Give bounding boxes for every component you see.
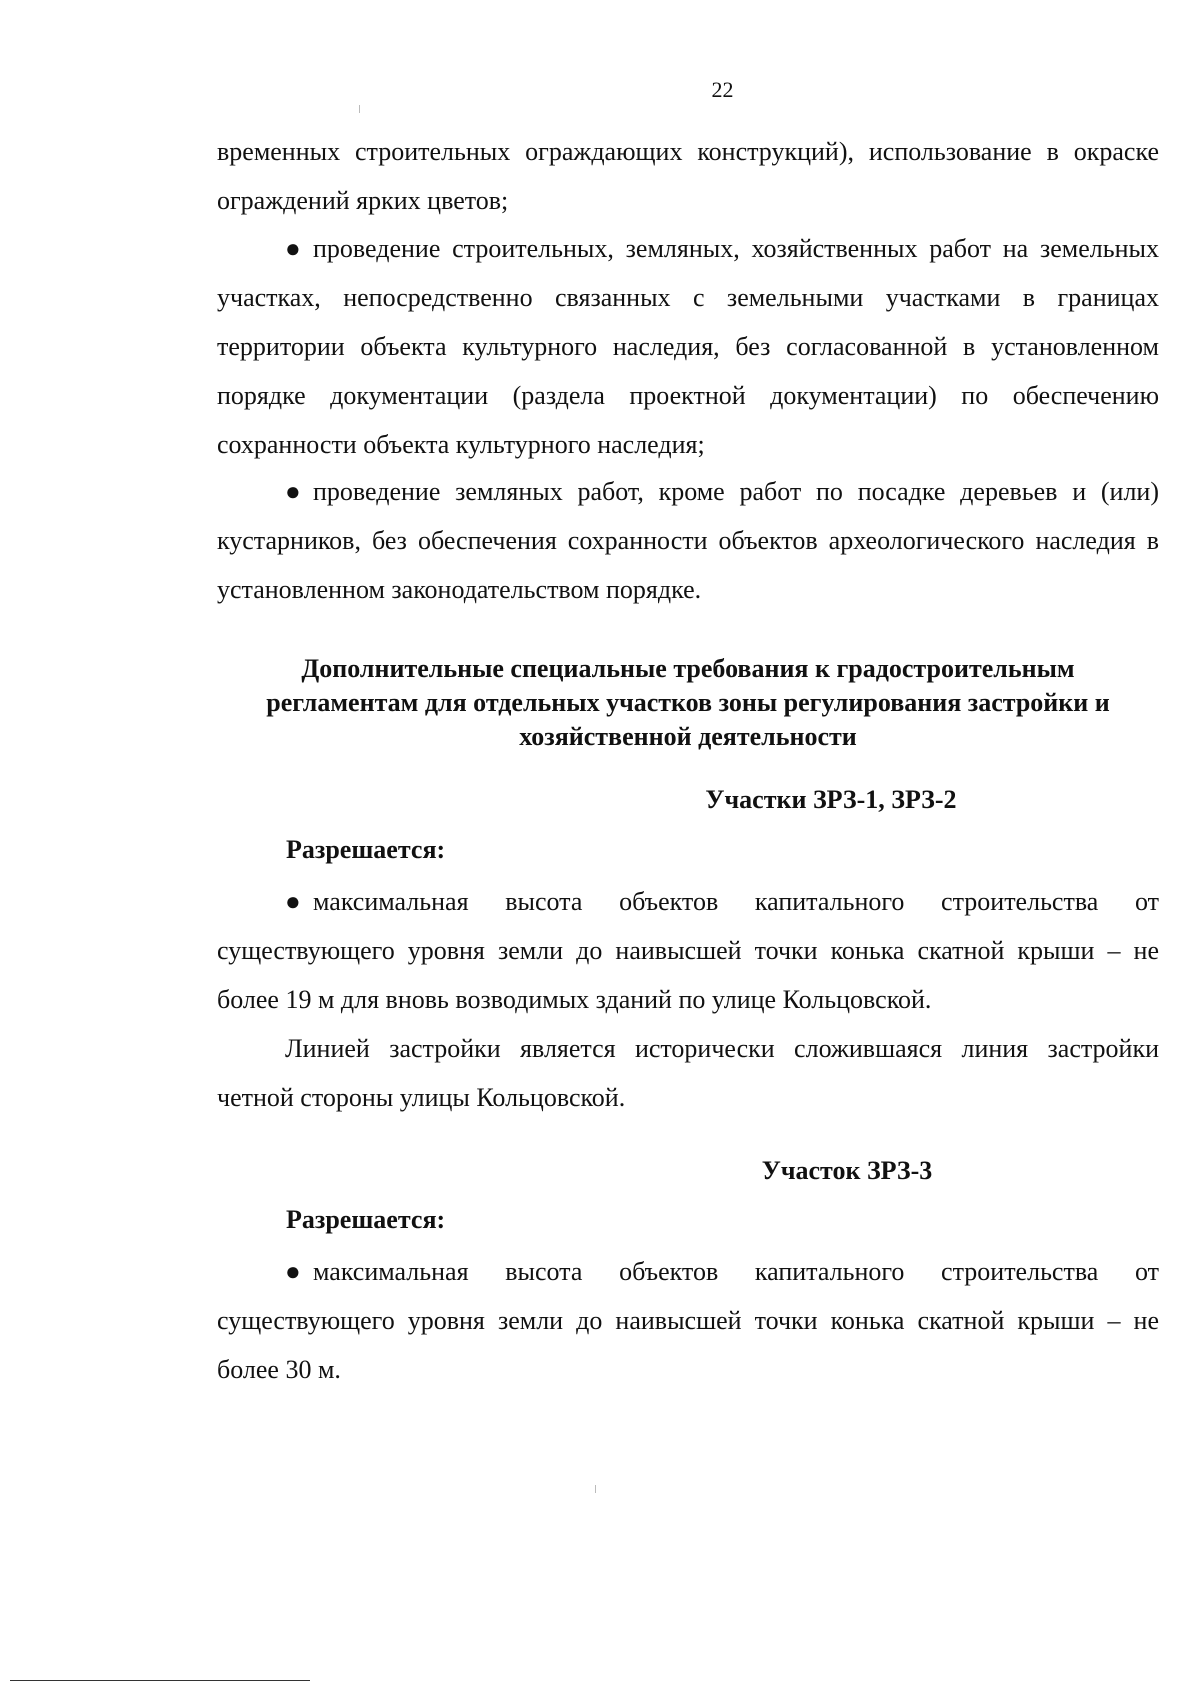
section-heading: [217, 652, 1159, 754]
page-number: 22: [711, 77, 734, 102]
bullet-max-height-30: [217, 1247, 1159, 1394]
heading-line-1: Дополнительные специальные требования к градостроительным: [301, 654, 1075, 683]
bullet-marker: ●: [285, 234, 301, 263]
scan-speck: [595, 1485, 596, 1493]
bullet-text: проведение земляных работ, кроме работ по посадке деревьев и (или) кустарников, без обеспечения сохранности объектов археологического наследия в установленном законодательством порядке.: [217, 477, 1159, 604]
bullet-construction-works: [217, 224, 1159, 469]
bullet-marker: ●: [285, 1257, 301, 1286]
bullet-marker: ●: [285, 887, 301, 916]
subheading-zrz-1-2: Участки ЗРЗ-1, ЗРЗ-2: [705, 785, 957, 814]
scan-speck: [359, 105, 360, 113]
subheading-zrz-3: Участок ЗРЗ-3: [761, 1156, 933, 1185]
heading-line-2: регламентам для отдельных участков зоны регулирования застройки и: [266, 688, 1110, 717]
footer-rule: [10, 1680, 310, 1681]
bullet-text: максимальная высота объектов капитального строительства от существующего уровня земли до наивысшей точки конька скатной крыши – не более 30 м.: [217, 1257, 1159, 1384]
heading-line-3: хозяйственной деятельности: [519, 722, 857, 751]
bullet-earth-works: [217, 467, 1159, 614]
bullet-marker: ●: [285, 477, 301, 506]
paragraph-building-line: Линией застройки является исторически сложившаяся линия застройки четной стороны улицы Кольцовской.: [217, 1034, 1159, 1112]
allowed-label-1: Разрешается:: [286, 835, 446, 864]
paragraph-fences: временных строительных ограждающих конструкций), использование в окраске ограждений ярких цветов;: [217, 137, 1159, 215]
bullet-max-height-19: [217, 877, 1159, 1024]
bullet-text: максимальная высота объектов капитального строительства от существующего уровня земли до наивысшей точки конька скатной крыши – не более 19 м для вновь возводимых зданий по улице Кольцовской.: [217, 887, 1159, 1014]
allowed-label-2: Разрешается:: [286, 1205, 446, 1234]
bullet-text: проведение строительных, земляных, хозяйственных работ на земельных участках, непосредственно связанных с земельными участками в границах территории объекта культурного наследия, без согласованной в установленном порядке документации (раздела проектной документации) по обеспечению сохранности объекта культурного наследия;: [217, 234, 1159, 459]
